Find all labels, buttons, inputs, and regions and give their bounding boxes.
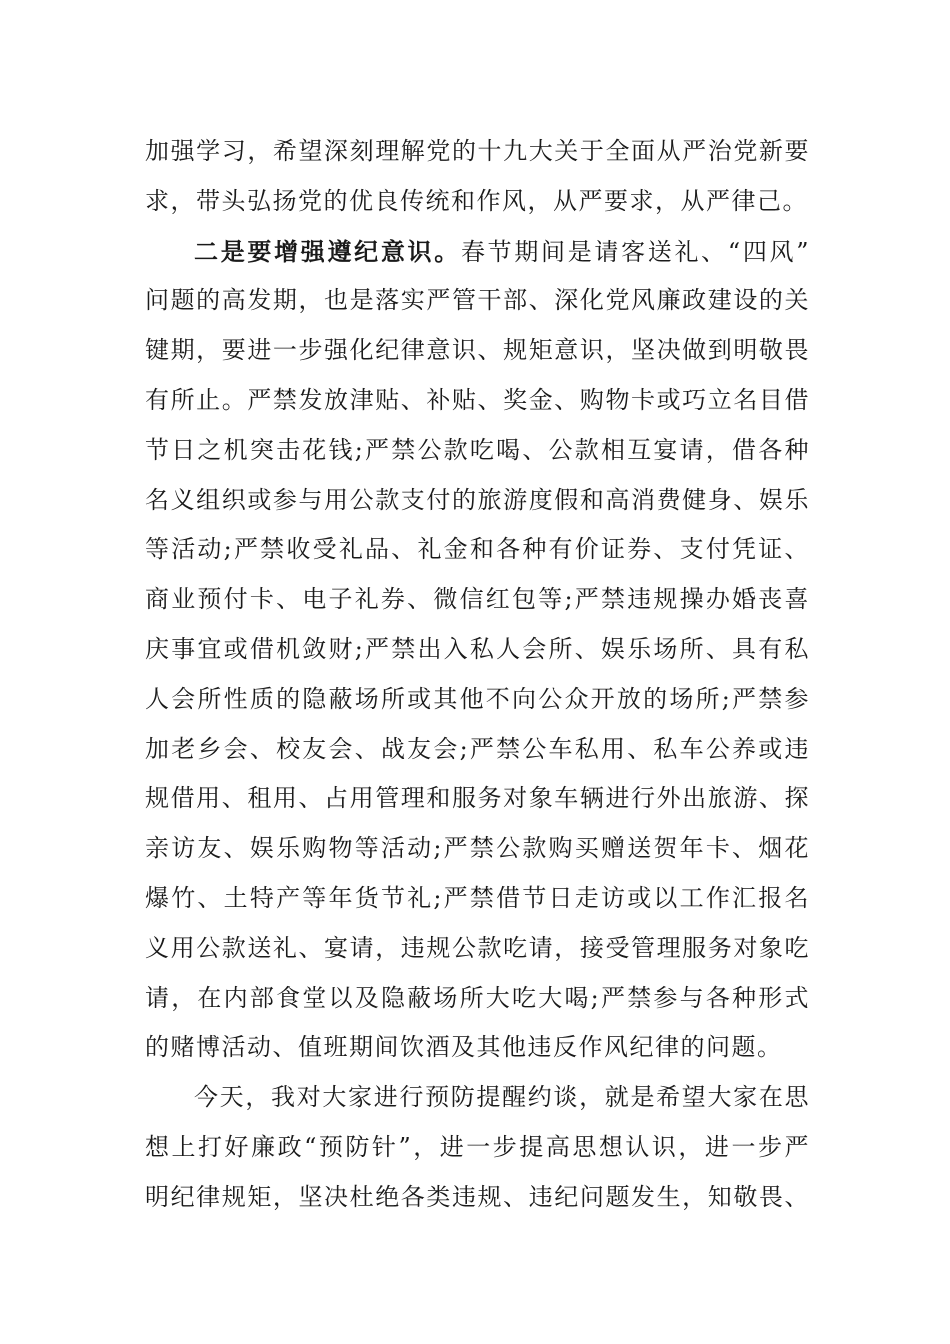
paragraph-2-heading: 二是要增强遵纪意识。 (194, 236, 461, 266)
paragraph-2-line-8: 商业预付卡、电子礼券、微信红包等;严禁违规操办婚丧喜 (145, 585, 810, 614)
paragraph-2-line-10: 人会所性质的隐蔽场所或其他不向公众开放的场所;严禁参 (145, 684, 810, 713)
paragraph-1-line-2: 求，带头弘扬党的优良传统和作风，从严要求，从严律己。 (145, 186, 808, 215)
paragraph-2-line-7: 等活动;严禁收受礼品、礼金和各种有价证券、支付凭证、 (145, 535, 810, 564)
paragraph-2-line-9: 庆事宜或借机敛财;严禁出入私人会所、娱乐场所、具有私 (145, 634, 810, 663)
paragraph-1-line-1: 加强学习，希望深刻理解党的十九大关于全面从严治党新要 (145, 137, 810, 165)
paragraph-2-line-4: 有所止。严禁发放津贴、补贴、奖金、购物卡或巧立名目借 (145, 385, 810, 414)
document-body (145, 127, 810, 1223)
paragraph-3-line-3: 明纪律规矩，坚决杜绝各类违规、违纪问题发生，知敬畏、 (145, 1182, 810, 1211)
paragraph-2-line-1 (145, 227, 810, 277)
paragraph-2-line-12: 规借用、租用、占用管理和服务对象车辆进行外出旅游、探 (145, 784, 810, 813)
paragraph-2-lead-text: 春节期间是请客送礼、“四风” (460, 237, 810, 266)
paragraph-2-line-6: 名义组织或参与用公款支付的旅游度假和高消费健身、娱乐 (145, 485, 810, 514)
paragraph-2-line-5: 节日之机突击花钱;严禁公款吃喝、公款相互宴请，借各种 (145, 435, 810, 464)
paragraph-2-line-16: 请，在内部食堂以及隐蔽场所大吃大喝;严禁参与各种形式 (145, 983, 810, 1012)
paragraph-3-line-1: 今天，我对大家进行预防提醒约谈，就是希望大家在思 (194, 1083, 810, 1112)
paragraph-2-line-13: 亲访友、娱乐购物等活动;严禁公款购买赠送贺年卡、烟花 (145, 834, 810, 863)
paragraph-2-line-3: 键期，要进一步强化纪律意识、规矩意识，坚决做到明敬畏 (145, 336, 810, 365)
paragraph-2-line-14: 爆竹、土特产等年货节礼;严禁借节日走访或以工作汇报名 (145, 883, 810, 912)
paragraph-2-line-15: 义用公款送礼、宴请，违规公款吃请，接受管理服务对象吃 (145, 933, 810, 962)
paragraph-3-line-2: 想上打好廉政“预防针”，进一步提高思想认识，进一步严 (145, 1132, 810, 1161)
paragraph-2-line-17: 的赌博活动、值班期间饮酒及其他违反作风纪律的问题。 (145, 1033, 783, 1062)
paragraph-2-line-2: 问题的高发期，也是落实严管干部、深化党风廉政建设的关 (145, 286, 810, 315)
paragraph-2-line-11: 加老乡会、校友会、战友会;严禁公车私用、私车公养或违 (145, 734, 810, 763)
